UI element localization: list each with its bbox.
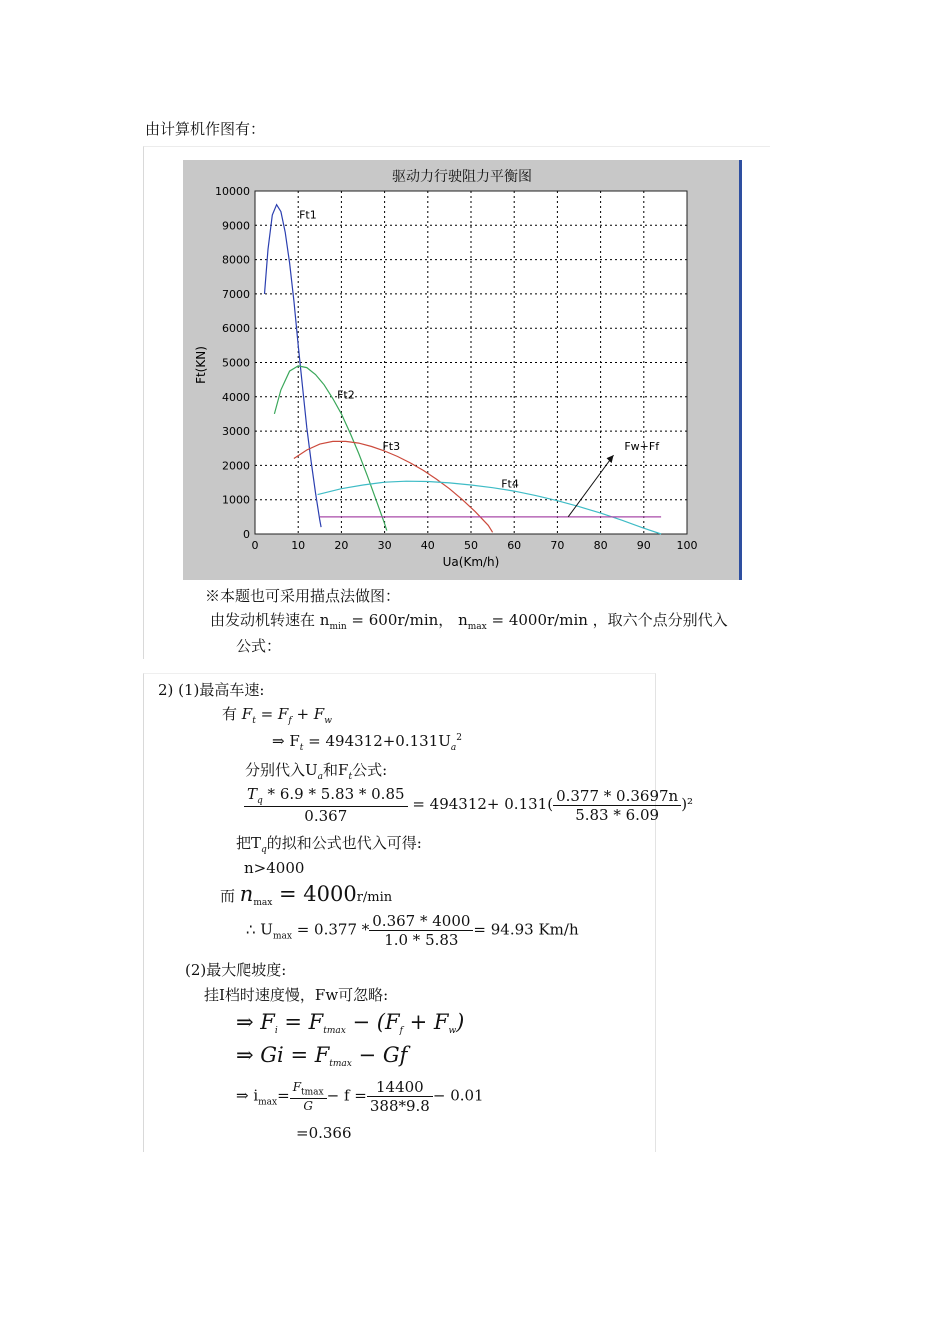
fraction-den: G — [303, 1098, 313, 1113]
formula-sub: tmax — [323, 1026, 346, 1036]
formula-text: n — [239, 882, 254, 906]
sol-line-6 — [236, 832, 422, 855]
fraction-3 — [369, 912, 473, 949]
y-tick-label: 2000 — [222, 459, 250, 473]
fraction-num — [290, 1080, 327, 1098]
formula-text: F — [241, 705, 253, 723]
formula-text: ⇒ Gi = F — [236, 1043, 330, 1067]
x-tick-label: 60 — [507, 539, 522, 552]
x-axis-label: Ua(Km/h) — [442, 555, 500, 569]
y-tick-label: 3000 — [222, 425, 250, 439]
formula-sub: f — [288, 716, 292, 726]
note-sub: max — [467, 622, 487, 632]
y-tick-label: 7000 — [222, 287, 250, 301]
fraction-den: 5.83 * 6.09 — [575, 805, 660, 824]
formula-text: = 0.377 * — [291, 920, 370, 939]
sol-line-8 — [220, 882, 392, 908]
note-text: = 4000r/min ，取六个点分别代入 — [486, 611, 728, 629]
formula-text: T — [247, 785, 258, 803]
chart-title: 驱动力行驶阻力平衡图 — [392, 169, 532, 185]
x-tick-label: 50 — [464, 539, 478, 552]
formula-text: F — [292, 1080, 302, 1095]
formula-text: * 6.9 * 5.83 * 0.85 — [262, 785, 405, 803]
y-tick-label: 8000 — [222, 253, 250, 267]
annotation-fw-ff: Fw+Ff — [624, 439, 660, 453]
fraction-num: 0.377 * 0.3697n — [553, 787, 681, 806]
formula-sub: w — [324, 716, 332, 726]
intro-text: 由计算机作图有： — [145, 120, 266, 138]
fraction-den: 0.367 — [304, 807, 348, 825]
x-tick-label: 20 — [334, 539, 349, 552]
sol-heading-1: 2) (1)最高车速: — [158, 681, 265, 699]
y-tick-label: 10000 — [215, 185, 250, 198]
formula-sup: 2 — [456, 733, 463, 743]
sol-line-14 — [236, 1078, 484, 1115]
sol-line-3 — [272, 732, 462, 753]
formula-text: 把T — [236, 834, 262, 852]
formula-text: − (F — [345, 1010, 400, 1034]
fraction-den: 388*9.8 — [369, 1097, 430, 1115]
formula-sub: tmax — [301, 1087, 324, 1098]
formula-text: 的拟和公式也代入可得: — [266, 834, 422, 852]
fraction-2 — [553, 787, 681, 824]
y-tick-label: 5000 — [222, 356, 250, 370]
fraction-num: 14400 — [367, 1078, 433, 1097]
formula-sub: a — [317, 772, 324, 782]
sol-heading-2: (2)最大爬坡度: — [185, 961, 287, 979]
formula-text: = — [277, 1086, 290, 1105]
y-tick-label: 4000 — [222, 390, 250, 404]
annotation-ft3: Ft3 — [382, 439, 401, 453]
sol-line-13 — [236, 1043, 407, 1069]
y-axis-label: Ft(KN) — [194, 346, 208, 384]
sol-line-5 — [244, 785, 693, 825]
formula-sub: w — [448, 1026, 457, 1036]
annotation-ft4: Ft4 — [501, 477, 519, 491]
formula-sub: max — [258, 1097, 278, 1108]
x-tick-label: 80 — [593, 539, 608, 552]
x-tick-label: 10 — [291, 539, 306, 552]
formula-text: − Gf — [351, 1043, 408, 1067]
formula-text: 公式: — [352, 761, 388, 779]
fraction-den: 1.0 * 5.83 — [384, 931, 459, 949]
y-tick-label: 6000 — [222, 322, 250, 336]
formula-text: = 4000 — [272, 882, 357, 906]
balance-chart — [183, 160, 741, 580]
formula-text: − f = — [326, 1086, 367, 1105]
formula-text: 和F — [323, 761, 349, 779]
x-tick-label: 0 — [251, 539, 259, 552]
formula-text: − 0.01 — [432, 1086, 484, 1105]
formula-text: 而 — [220, 887, 240, 905]
annotation-ft2: Ft2 — [337, 388, 355, 402]
note-line-3: 公式： — [236, 637, 282, 655]
sol-line-12 — [236, 1010, 464, 1036]
formula-sub: t — [348, 772, 353, 782]
formula-text: + F — [291, 705, 325, 723]
formula-sub: i — [274, 1026, 278, 1036]
formula-sub: t — [252, 716, 256, 726]
y-tick-label: 1000 — [222, 493, 250, 507]
x-tick-label: 90 — [636, 539, 651, 552]
fraction-num — [244, 785, 408, 807]
formula-text: = 94.93 Km/h — [473, 920, 579, 939]
formula-text: ∴ U — [246, 920, 273, 939]
formula-sub: q — [257, 796, 263, 806]
note-line-1: ※本题也可采用描点法做图： — [205, 587, 401, 605]
note-sub: min — [329, 622, 347, 632]
x-tick-label: 40 — [420, 539, 435, 552]
note-line-2 — [210, 609, 728, 632]
note-text: = 600r/min， n — [346, 611, 468, 629]
fraction-5 — [367, 1078, 433, 1115]
formula-text: 有 — [222, 705, 242, 723]
fraction-num: 0.367 * 4000 — [369, 912, 473, 931]
formula-sub: max — [272, 931, 292, 942]
formula-text: )² — [681, 795, 694, 813]
formula-sub: tmax — [329, 1059, 352, 1069]
annotation-ft1: Ft1 — [299, 208, 317, 222]
formula-sub: a — [450, 743, 457, 753]
formula-sub: t — [299, 743, 304, 753]
sol-line-4 — [245, 759, 387, 782]
x-tick-label: 100 — [676, 539, 698, 552]
formula-text: ⇒ i — [236, 1086, 259, 1105]
sol-line-11: 挂Ⅰ档时速度慢，Fw可忽略: — [204, 986, 389, 1004]
formula-text: ⇒ F — [236, 1010, 275, 1034]
formula-text: 分别代入U — [245, 761, 318, 779]
y-tick-label: 0 — [243, 528, 250, 541]
formula-text: = 494312+ 0.131( — [412, 795, 554, 813]
formula-text: + F — [402, 1010, 449, 1034]
sol-line-2 — [222, 703, 332, 726]
y-tick-label: 9000 — [222, 219, 250, 233]
formula-sub: max — [253, 898, 273, 908]
formula-text: ⇒ F — [272, 732, 300, 750]
formula-text: = F — [277, 1010, 324, 1034]
formula-sub: f — [399, 1026, 403, 1036]
x-tick-label: 30 — [377, 539, 392, 552]
formula-text: r/min — [356, 890, 393, 905]
formula-text: ) — [456, 1010, 465, 1034]
note-text: 由发动机转速在 n — [210, 611, 330, 629]
sol-line-15: =0.366 — [296, 1124, 352, 1142]
sol-line-9 — [246, 912, 579, 949]
fraction-1 — [244, 785, 408, 825]
formula-text: = 494312+0.131U — [303, 732, 451, 750]
formula-sub: q — [261, 845, 267, 855]
fraction-4 — [290, 1080, 327, 1112]
sol-line-7: n>4000 — [244, 859, 305, 877]
formula-text: = F — [255, 705, 289, 723]
x-tick-label: 70 — [550, 539, 565, 552]
